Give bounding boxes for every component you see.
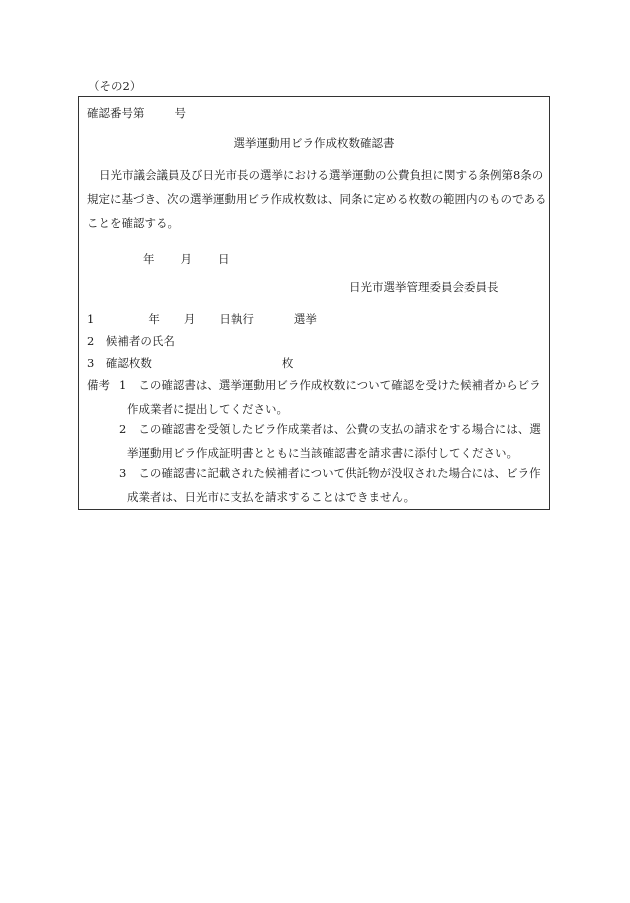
item3-unit: 枚: [281, 356, 294, 370]
confirmation-form: [78, 96, 550, 510]
remark-2-line-1: この確認書を受領したビラ作成業者は、公費の支払の請求をする場合には、選: [138, 422, 541, 436]
item1-number: 1: [87, 312, 95, 326]
confirmation-number: [87, 105, 186, 121]
confirmation-number-suffix: 号: [174, 106, 186, 120]
item-confirmed-count: [87, 355, 293, 371]
remark-3-line-2: 成業者は、日光市に支払を請求することはできません。: [127, 490, 416, 504]
issuer-title: 日光市選挙管理委員会委員長: [349, 280, 499, 294]
issue-date-month: 月: [180, 252, 192, 266]
item1-year: 年: [148, 312, 160, 326]
remark-1-line-2: 作成業者に提出してください。: [127, 402, 288, 416]
issue-date: [143, 251, 230, 267]
form-body-paragraph: [87, 163, 547, 235]
remark-2: [119, 417, 541, 465]
item-election-date: [87, 311, 317, 327]
remark-1-line-1: この確認書は、選挙運動用ビラ作成枚数について確認を受けた候補者からビラ: [138, 378, 541, 392]
issue-date-day: 日: [218, 252, 230, 266]
remark-1-number: 1: [119, 378, 127, 392]
remark-2-number: 2: [119, 422, 127, 436]
body-line-1: 日光市議会議員及び日光市長の選挙における選挙運動の公費負担に関する条例第8条の: [99, 168, 544, 182]
item1-election: 選挙: [293, 312, 317, 326]
form-variant-note: （その2）: [88, 79, 142, 93]
item1-month: 月: [183, 312, 196, 326]
body-line-2: 規定に基づき、次の選挙運動用ビラ作成枚数は、同条に定める枚数の範囲内のものである: [87, 192, 547, 206]
remarks-label: 備考: [87, 378, 110, 392]
item1-day-execution: 日執行: [219, 312, 254, 326]
remark-3-line-1: この確認書に記載された候補者について供託物が没収された場合には、ビラ作: [138, 466, 541, 480]
form-title: 選挙運動用ビラ作成枚数確認書: [233, 136, 395, 150]
remark-2-line-2: 挙運動用ビラ作成証明書とともに当該確認書を請求書に添付してください。: [127, 446, 518, 460]
body-line-3: ことを確認する。: [87, 216, 179, 230]
remark-3-number: 3: [119, 466, 127, 480]
item-candidate-name: 2 候補者の氏名: [87, 334, 175, 348]
issue-date-year: 年: [143, 252, 155, 266]
item3-label: 3 確認枚数: [87, 356, 152, 370]
remark-1: [119, 373, 541, 421]
confirmation-number-prefix: 確認番号第: [87, 106, 145, 120]
remark-3: [119, 461, 541, 509]
